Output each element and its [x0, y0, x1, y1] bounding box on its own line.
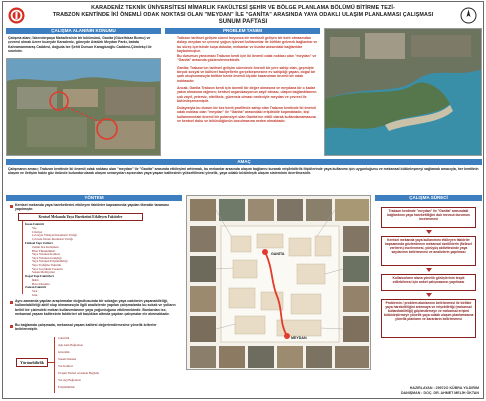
- process-step-3: Kullanıcıların alana yönelik görüşlerinin tespit edilebilmesi için anket çalışmasının yapılması: [381, 274, 476, 291]
- problem-paragraph-1: Trabzon tarihsel gelişim süreci boyunca bir merkezli gelişen bir kent olmasından dolayı meydan ve çevresi yoğun işlevsel kullanımlar ile birlikte gelenek bağlantısı ve bu süreç içerisinde kuşa dokular, mekanlar ve bunlar arasındaki bağlantılar kaybolmuştur.: [177, 36, 318, 53]
- quality-item: Yol Kalitesi: [58, 364, 73, 368]
- tree-item: Cinsiyet: [32, 229, 43, 234]
- tree-item: Yaya Yolunun Kalitesi: [32, 252, 60, 257]
- quality-item: Sokak Dokusu: [58, 357, 77, 361]
- tree-item: Sokak Mobilyaları: [32, 270, 56, 275]
- tree-item: Hava Durumu: [32, 281, 50, 286]
- method-intro: Kentsel mekanda yaya hareketlerini etkileyen faktörler kapsamında yapılan literatür taraması yapılmıştır.: [15, 203, 169, 212]
- tree-item: Gün: [32, 292, 38, 297]
- title-line-2: TRABZON KENTİNDE İKİ ÖNEMLİ ODAK NOKTASI OLAN "MEYDAN" İLE "GANİTA" ARASINDA YAYA ODAKLI ULAŞIM PLANLAMASI ÇALIŞMASI: [52, 11, 434, 18]
- down-arrow-icon: [426, 230, 432, 234]
- aim-text: Çalışmanın amacı; Trabzon kentinde iki önemli odak noktası olan "meydan" ile "Ganita" arasında etkileşimi arttırmak, bu mekanlar arasında ulaşım bağlarını kurarak erişilebilirlik ilişkilerinde yaya kullanımı için uygunluğunu ve mekansal bütünleşmeyi sağlamak amacıyla, her kentlinin ulaşım ve iletişim hakkı göz önünde bulundurularak ulaşım senaryoları açısından yaya yaşam kalitesinin yükseltilmesi yönelik, yaya odaklı bütünleşik ulaşım sisteminin önerilmesidir.: [8, 167, 479, 176]
- factor-tree-title: Kentsel Mekanda Yaya Hareketini Etkileyen Faktörler: [18, 213, 143, 221]
- tree-item: İklim: [32, 278, 39, 282]
- method-bullet: [10, 205, 13, 208]
- quality-item: Ulaşım Türleri Arasında Bağlantı: [58, 371, 100, 375]
- ktu-logo-icon: [8, 7, 25, 24]
- study-area-heading: ÇALIŞMA ALANININ KONUMU: [6, 28, 161, 34]
- tree-item: Zemin Kat Kullanımı: [32, 245, 59, 249]
- problem-heading: PROBLEM TANIMI: [165, 28, 320, 34]
- ganita-map-label: GANİTA: [271, 252, 285, 256]
- problem-text-box: [165, 35, 320, 156]
- process-step-1: Trabzon kentinde "meydan" ile "Ganita" arasındaki bağlantının yaya hareketliliğini dair mevcut durumun incelenmesi: [381, 207, 476, 228]
- quality-item: Yol Ağı Bağlantısı: [58, 378, 81, 382]
- method-text-3: Bu bağlamda çalışmada, mekansal yaşam kalitesi değerlendirmesine yönelik kriterler belirlenmiştir.: [15, 323, 157, 332]
- aim-text-box: [6, 166, 482, 188]
- method-panel: [6, 202, 182, 397]
- title-line-1: KARADENİZ TEKNİK ÜNİVERSİTESİ MİMARLIK FAKÜLTESİ ŞEHİR VE BÖLGE PLANLAMA BÖLÜMÜ BİTİRME TEZİ-: [91, 5, 395, 11]
- poster-sheet: [2, 1, 484, 399]
- aerial-map-image: [6, 58, 161, 156]
- quality-item: Aşk Alan Bağlantısı: [58, 343, 83, 347]
- process-step-4: Problemin / problem alanlarının belirlenmesi ile birlikte yaya hareketliliğini artırmaya ve erişebilirliği (mekansal kullanılabilirliği) güçlendirmeye ve mekansal erişimi bütünleştirmeye yönelik yaya odaklı ulaşım planlamasına yönelik planların ve kararların belirlenmesi: [381, 299, 476, 338]
- problem-paragraph-3: Ganita; Trabzon'un tarihsel gelişim sürecinde önemli bir yere sahip olan, geçmişte birçok sosyal ve kültürel faaliyetlerin gerçekleşmesine ev sahipliği yapan, doğal bir şarlı oluşturmasıyla birlikte kente önemli ölçüde kazandıran önemli bir odak noktasıdır.: [177, 65, 316, 83]
- title-line-3: SUNUM PAFTASI: [218, 18, 268, 25]
- quality-item: Çekicilik: [58, 336, 70, 340]
- problem-paragraph-2: Bu durumun yansıması Trabzon kenti için iki önemli odak noktası olan "meydan" ve "Ganita" arasında gözlemlenmektedir.: [177, 54, 317, 63]
- tree-item: Yapı Trafiğine Yakınlık: [32, 263, 61, 267]
- method-heading: YÖNTEM: [6, 195, 182, 201]
- tree-item: Bina Yükseklikleri: [32, 248, 56, 253]
- tree-item: Doğal Yapı Faktörleri: [25, 274, 54, 278]
- study-area-text: Çalışma alanı; İskenderpaşa Mahallesinin bir bölümünü, Ganita (Güzelhisar Burnu) ve çevresi olmak üzere kuzeyde Karadeniz, güneyde Atatürk Meydan Parkı, batıda Kahramanmaraş Caddesi, doğuda ise Şehit Dursun Karagözoğlu Caddesi-Çömlekçi ile sınırlıdır.: [8, 36, 152, 53]
- meydan-map-label: MEYDAN: [291, 336, 307, 340]
- tree-item: Saat: [32, 289, 38, 294]
- tree-item: Fiziksel Yapı Verileri: [25, 241, 53, 245]
- tree-item: Zaman Faktörü: [25, 285, 47, 290]
- down-arrow-icon: [426, 293, 432, 297]
- aim-heading: AMAÇ: [6, 159, 482, 165]
- advisor: DANIŞMAN : DOÇ. DR. AHMET MELİH ÖKTAN: [400, 390, 479, 395]
- north-arrow-icon: [460, 7, 477, 24]
- tree-item: Yaya Yolunun Erişilebilirliği: [32, 259, 68, 264]
- tree-item: Çevreyle Yürüyen İnsanların Varlığı: [32, 233, 77, 238]
- process-heading: ÇALIŞMA SÜRECİ: [375, 195, 482, 201]
- collage-graphic: [187, 196, 371, 370]
- ganita-aerial-photo: [324, 28, 482, 156]
- tree-item: Yaya Yolunun Genişliği: [32, 255, 62, 260]
- down-arrow-icon: [426, 268, 432, 272]
- study-area-text-box: [6, 35, 161, 57]
- tree-item: Yaş: [32, 226, 37, 230]
- route-photo-collage: [186, 195, 371, 370]
- credits: [401, 386, 479, 395]
- process-step-2: Kentsel mekanda yaya kullanımını etkileyen faktörler kapsamında gözlemlenen mekansal özelliklerin (fiziksel verilerin) incelenmesi, yürüyüş aktivitesinde yaya sayılarının belirlenmesi ve analizlerin yapılması: [381, 236, 476, 266]
- problem-paragraph-4: Ancak, Ganita Trabzon kenti için önemli bir değer olmasına ve meydana bir o kadar yakın olmasına rağmen; kentsel organizasyonun zayıf olması, ulaşım bağlantılarının çok zayıf, yetersiz, niteliksiz, güvensiz olması nedeniyle meydan ve çevresi ile bütünleşememiştir.: [177, 85, 317, 103]
- poster-title: [31, 5, 455, 26]
- process-panel: [375, 202, 482, 370]
- problem-paragraph-5: Dolayısıyla bu durum bir kez kenti profilinde sahip olan Trabzon kentinde iki önemli odak noktası olan "meydan" ile "Ganita" arasındaki erişilebilir kopmaktadır, kişi kullanımındaki önemli bir potansiyel olan Ganita'nın etkili olarak kullanılamamasına ve kentsel doku ve bütünlüğünün bozulmasına neden olmaktadır.: [177, 106, 316, 124]
- walkability-box: Yürünebilirlik: [16, 358, 48, 367]
- tree-item: Çevrede Duran İnsanların Varlığı: [32, 236, 74, 241]
- quality-item: Erişilebilirlik: [58, 385, 75, 389]
- tree-item: İnsan Faktörü: [25, 222, 44, 226]
- quality-item: Güvenlik: [58, 350, 70, 354]
- method-text-2: Aynı zamanda yapılan araştırmalar doğrultusunda bir sokağın yaya caddenin yaşanabilirliği, kullanılabilirliği aktif olup olmamasıyla ilgili analizlerde yapılan çalışmalarda bu sokak ve yolların belirli bir çizimdeki mekan kullanımlarının yaya yoğunluğunu etkilemektedir. Bunlardan ise, mekansal yaşam kalitesinin faktörleri alt başlıkları altında yapılan çalışmalar ele alınmaktadır.: [15, 299, 176, 316]
- prepared-by: HAZIRLAYAN : 29972O KÜBRA YILDIRIM: [409, 386, 479, 390]
- tree-item: Yaya Geçidinin Tasarımı: [32, 266, 63, 271]
